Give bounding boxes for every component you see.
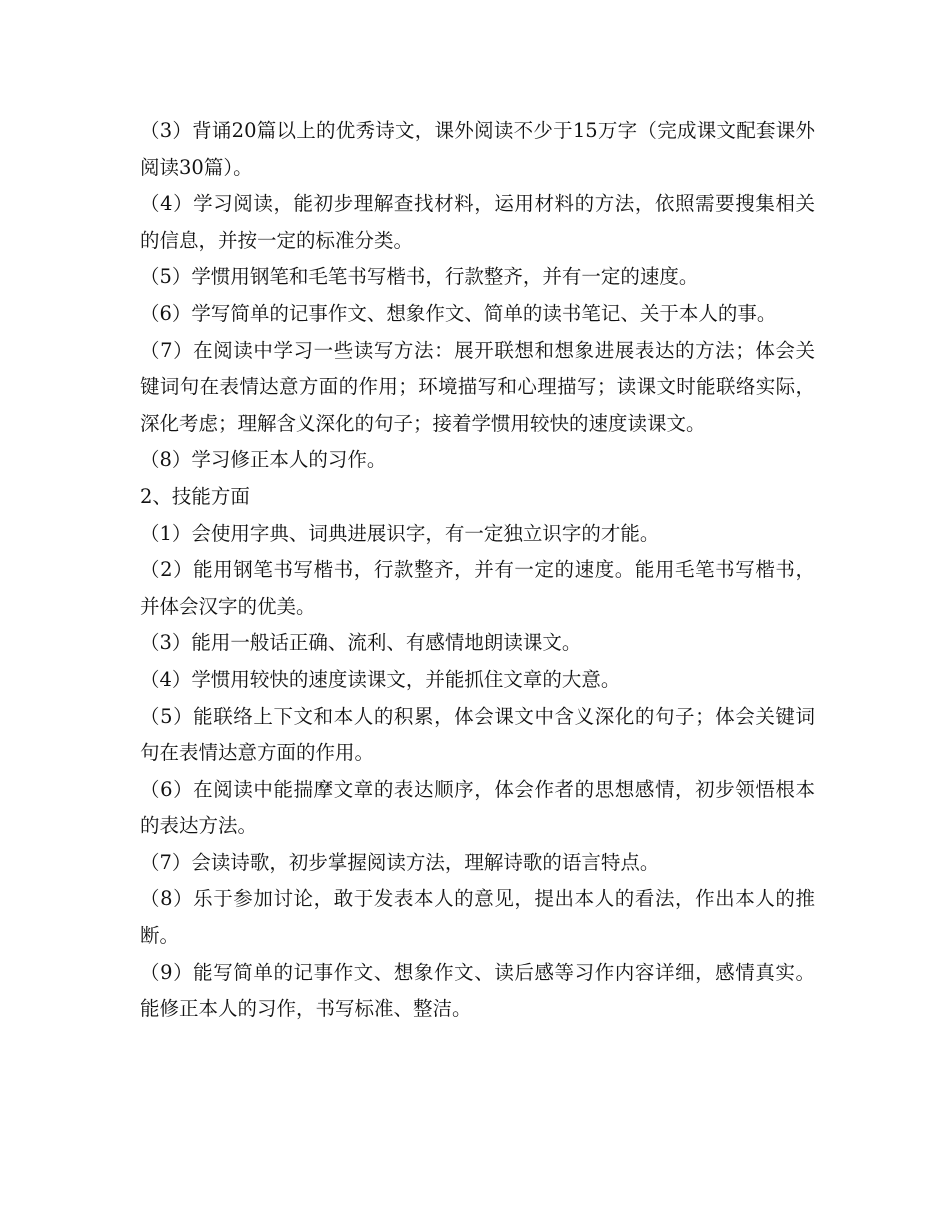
paragraph-dictionary: （1）会使用字典、词典进展识字，有一定独立识字的才能。	[140, 521, 660, 545]
paragraph-discussion: （8）乐于参加讨论，敢于发表本人的意见，提出本人的看法，作出本人的推断。	[140, 887, 815, 948]
paragraph-reading-methods: （7）在阅读中学习一些读写方法：展开联想和想象进展表达的方法；体会关键词句在表情达意方面的作用；环境描写和心理描写；读课文时能联络实际，深化考虑；理解含义深化的句子；接着学惯用较快的速度读课文。	[140, 338, 815, 435]
paragraph-read-aloud: （3）能用一般话正确、流利、有感情地朗读课文。	[140, 631, 582, 655]
paragraph-pen-calligraphy: （2）能用钢笔书写楷书，行款整齐，并有一定的速度。能用毛笔书写楷书，并体会汉字的优美。	[140, 558, 815, 618]
section-heading-skills: 2、技能方面	[140, 484, 250, 508]
paragraph-poetry: （7）会读诗歌，初步掌握阅读方法，理解诗歌的语言特点。	[140, 850, 660, 874]
paragraph-context: （5）能联络上下文和本人的积累，体会课文中含义深化的句子；体会关键词句在表情达意方面的作用。	[140, 704, 815, 765]
document-body	[140, 113, 815, 1028]
paragraph-calligraphy: （5）学惯用钢笔和毛笔书写楷书，行款整齐，并有一定的速度。	[140, 265, 699, 289]
paragraph-expression-order: （6）在阅读中能揣摩文章的表达顺序，体会作者的思想感情，初步领悟根本的表达方法。	[140, 777, 815, 838]
paragraph-revise-work: （8）学习修正本人的习作。	[140, 448, 387, 472]
paragraph-simple-writing: （6）学写简单的记事作文、想象作文、简单的读书笔记、关于本人的事。	[140, 301, 777, 325]
paragraph-learn-reading: （4）学习阅读，能初步理解查找材料，运用材料的方法，依照需要搜集相关的信息，并按一定的标准分类。	[140, 192, 815, 252]
paragraph-fast-reading: （4）学惯用较快的速度读课文，并能抓住文章的大意。	[140, 667, 621, 691]
paragraph-recite-poems: （3）背诵20篇以上的优秀诗文，课外阅读不少于15万字（完成课文配套课外阅读30篇）。	[140, 119, 815, 179]
paragraph-composition: （9）能写简单的记事作文、想象作文、读后感等习作内容详细，感情真实。能修正本人的习作，书写标准、整洁。	[140, 960, 815, 1021]
